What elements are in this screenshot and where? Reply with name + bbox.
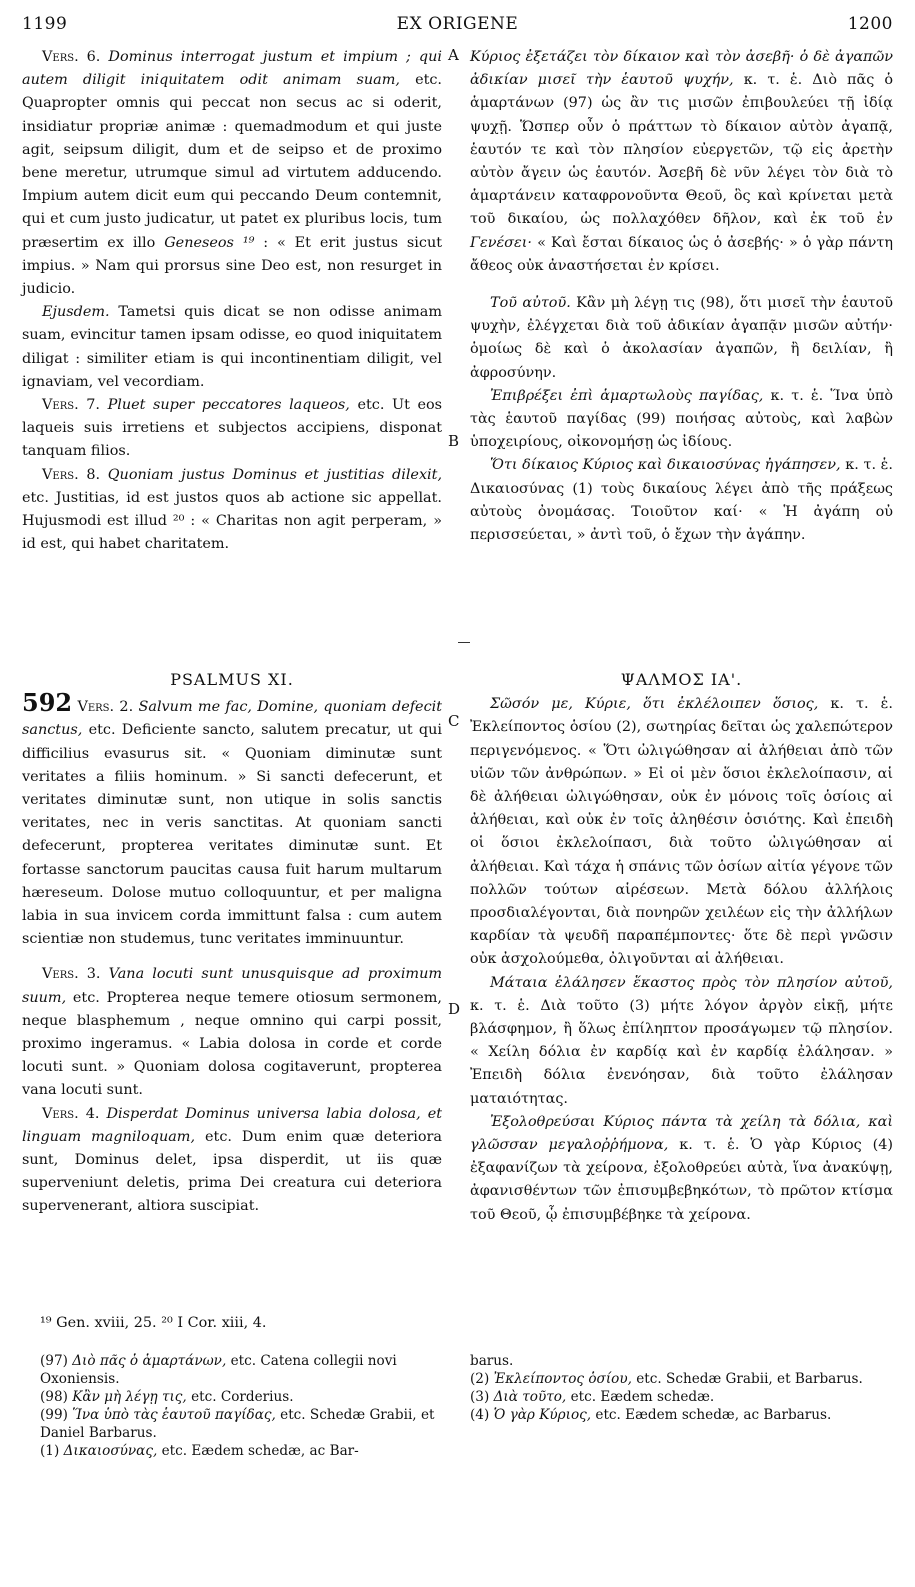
footnote-lemma: Δικαιοσύνας,: [63, 1443, 158, 1459]
footnote-number: (99): [40, 1407, 68, 1423]
footnote-text: etc. Eædem schedæ.: [570, 1389, 715, 1405]
commentary-text: Κἂν μὴ λέγῃ τις (98), ὅτι μισεῖ τὴν ἑαυτοῦ ψυχὴν, ἐλέγχεται διὰ τοῦ ἀδικίαν ἀγαπᾷν μισῶν αὐτήν· ὁμοίως δὲ καὶ ὁ ἀκολασίαν ἀγαπῶν, ἢ δειλίαν, ἢ ἀφροσύνην.: [470, 295, 893, 381]
verse-lemma: Disperdat Dominus universa labia dolosa, et linguam magniloquam,: [22, 1105, 443, 1145]
greek-paragraph: [470, 693, 893, 971]
footnote: [40, 1406, 450, 1442]
footnote-number: (2): [470, 1371, 490, 1387]
verse-lemma: Vana locuti sunt unusquisque ad proximum suum,: [22, 966, 442, 1006]
verse-lemma: Ἐπιβρέξει ἐπὶ ἁμαρτωλοὺς παγίδας,: [490, 387, 764, 404]
commentary-text: κ. τ. ἑ. Ἵνα ὑπὸ τὰς ἑαυτοῦ παγίδας (99) ποιήσας αὐτοὺς, καὶ λαβὼν ὑποχειρίους, οἰκονομήσῃ ὡς ἰδίους.: [470, 387, 894, 451]
column-number-left: 1199: [22, 14, 68, 34]
latin-commentary-ps11: [22, 668, 442, 1219]
running-title: EX ORIGENE: [396, 14, 519, 34]
footnote: [470, 1388, 890, 1406]
footnote-text: etc. Catena collegii novi Oxoniensis.: [40, 1353, 397, 1387]
greek-commentary-ps11: [470, 668, 893, 1227]
footnote-lemma: Κἂν μὴ λέγῃ τις,: [72, 1389, 187, 1405]
footnote-lemma: Διὰ τοῦτο,: [493, 1389, 567, 1405]
footnote: [40, 1352, 450, 1388]
verse-lemma: Κύριος ἐξετάζει τὸν δίκαιον καὶ τὸν ἀσεβῆ· ὁ δὲ ἀγαπῶν ἀδικίαν μισεῖ τὴν ἑαυτοῦ ψυχήν,: [470, 49, 893, 89]
verse-lemma: Dominus interrogat justum et impium ; qui autem diligit iniquitatem odit animam suam,: [22, 49, 442, 89]
page-number: 592: [22, 688, 73, 718]
greek-paragraph: [470, 972, 893, 1111]
margin-letter-c: C: [448, 712, 460, 730]
commentary-text: « Καὶ ἔσται δίκαιος ὡς ὁ ἀσεβής· » ὁ γὰρ πάντη ἄθεος οὐκ ἀναστήσεται ἐν κρίσει.: [470, 234, 893, 274]
footnote-lemma: Διὸ πᾶς ὁ ἁμαρτάνων,: [72, 1353, 227, 1369]
commentary-text: κ. τ. ἑ. Διὸ πᾶς ὁ ἁμαρτάνων (97) ὡς ἂν τις μισῶν ἐπιβουλεύει τῇ ἰδίᾳ ψυχῇ. Ὥσπερ οὖν ὁ πράττων τὸ δίκαιον αὐτὸν ἀγαπᾷ, ἑαυτόν τε καὶ τὸν πλησίον εὐεργετῶν, τῷ εἰς ἀρετὴν αὐτὸν ἄγειν ὡς ἑαυτόν. Ἀσεβῆ δὲ νῦν λέγει τὸν διὰ τὸ ἁμαρτάνειν καταφρονοῦντα Θεοῦ, ὃς καὶ κρίνεται μετὰ τοῦ δικαίου, ὡς πολλαχόθεν δῆλον, καὶ ἐκ τοῦ ἐν: [470, 72, 894, 228]
commentary-text: κ. τ. ἑ. Ἐκλείποντος ὁσίου (2), σωτηρίας δεῖται ὡς χαλεπώτερον περιγενόμενος. « Ὅτι ὠλιγώθησαν αἱ ἀλήθειαι ἀπὸ τῶν υἱῶν τῶν ἀνθρώπων. » Εἰ οἱ μὲν ὅσιοι ἐκλελοίπασιν, αἱ δὲ ἀλήθειαι ὠλιγώθησαν, οὐκ ἐν μόνοις τοῖς ὁσίοις αἱ ἀλήθειαι, καὶ οὐκ ἐν τοῖς ἀληθέσιν ὁσιότης. Καὶ ἐπειδὴ οἱ ὅσιοι ἐκλελοίπασι, διὰ τοῦτο ὠλιγώθησαν αἱ ἀλήθειαι. Καὶ τάχα ἡ σπάνις τῶν ὁσίων αἰτία γέγονε τῶν πολλῶν τούτων αἱρέσεων. Μετὰ δόλου ἀλλήλοις προσδιαλέγονται, διὰ πονηρῶν χειλέων εἰς τὴν ἀλλήλων καρδίαν τὰ ψευδῆ παραπέμποντες· ὅτε δὲ περὶ γνῶσιν οὐκ ἀσχολούμεθα, ὀλιγοῦνται αἱ ἀλήθειαι.: [470, 696, 893, 968]
footnote-number: (3): [470, 1389, 490, 1405]
commentary-text: etc. Justitias, id est justos quos ab actione sic appellat. Hujusmodi est illud ²⁰ : « Charitas non agit perperam, » id est, qui habet charitatem.: [22, 489, 442, 553]
commentary-text: Tametsi quis dicat se non odisse animam suam, evincitur tamen ipsam odisse, eo quod iniquitatem diligat : similiter etiam is qui incontinentiam diligit, vel ignaviam, vel vecordiam.: [22, 304, 442, 390]
latin-paragraph: [22, 394, 442, 464]
footnote-text: etc. Schedæ Grabii, et Barbarus.: [636, 1371, 863, 1387]
footnote: [470, 1406, 890, 1424]
psalm-title-greek: ΨΑΛΜΟΣ ΙΑ'.: [620, 670, 743, 689]
verse-lemma: Μάταια ἐλάλησεν ἕκαστος πρὸς τὸν πλησίον αὐτοῦ,: [490, 974, 893, 991]
greek-commentary-ps10: [470, 46, 893, 547]
verse-lemma: Salvum me fac, Domine, quoniam defecit sanctus,: [22, 699, 443, 739]
footnotes-right: [470, 1352, 890, 1424]
latin-paragraph: [22, 464, 442, 557]
biblical-references: ¹⁹ Gen. xviii, 25. ²⁰ I Cor. xiii, 4.: [40, 1315, 267, 1331]
footnote: [40, 1388, 450, 1406]
greek-paragraph: [470, 46, 893, 278]
verse-label: Vers. 7.: [42, 397, 100, 414]
commentary-text: etc. Propterea neque temere otiosum sermonem, neque blasphemum , neque omnino qui carpi possit, proximo ingeramus. « Labia dolosa in corde et corde locuti sunt. » Quoniam dolosa cogitaverunt, propterea vana locuti sunt.: [22, 989, 443, 1099]
verse-label: Vers. 3.: [42, 966, 101, 983]
section-label: Ejusdem.: [42, 304, 110, 321]
commentary-text: κ. τ. ἑ. Ὁ γὰρ Κύριος (4) ἐξαφανίζων τὰ χείρονα, ἐξολοθρεύει αὐτὰ, ἵνα ἀνακύψῃ, ἀφανισθέντων τῶν ἐπισυμβεβηκότων, τὸ πρῶτον κτίσμα τοῦ Θεοῦ, ᾧ ἐπισυμβέβηκε τὰ χείρονα.: [470, 1137, 894, 1223]
margin-letter-a: A: [448, 46, 459, 64]
margin-letter-b: B: [448, 432, 460, 450]
verse-label: Vers. 2.: [77, 699, 134, 716]
latin-commentary-ps10: [22, 46, 442, 556]
footnote-text: etc. Schedæ Grabii, et Daniel Barbarus.: [40, 1407, 435, 1441]
section-label: Τοῦ αὐτοῦ.: [490, 295, 571, 312]
footnote: [470, 1370, 890, 1388]
footnote-number: (1): [40, 1443, 60, 1459]
footnote-number: (4): [470, 1407, 490, 1423]
reference: Γενέσει·: [470, 234, 532, 251]
commentary-text: etc. Dum enim quæ deteriora sunt, Dominus delet, ipsa disperdit, ut iis quæ superveniunt deletis, prima Dei creatura cui deteriora supervenerant, altiora suscipiat.: [22, 1128, 443, 1215]
verse-label: Vers. 6.: [42, 49, 101, 65]
column-number-right: 1200: [847, 14, 893, 34]
commentary-text: etc. Deficiente sancto, salutem precatur, ut qui difficilius evasurus sit. « Quoniam diminutæ sunt veritates a filiis hominum. » Si sancti defecerunt, et veritates diminutæ sunt, non utique in solis sanctis veritates, nec in veris sanctitas. At quoniam sancti defecerunt, propterea veritates diminutæ sunt. Et fortasse sanctorum paucitas causa fuit harum multarum hæreseum. Dolose mutuo colloquuntur, et per maligna labia in sua invicem corda immittunt falsa : cum autem scientiæ non studemus, tunc veritates imminuuntur.: [22, 722, 442, 948]
footnotes-left: [40, 1352, 450, 1460]
section-divider: [458, 642, 470, 643]
footnote: [40, 1442, 450, 1460]
footnote-number: (97): [40, 1353, 68, 1369]
footnote-lemma: Ἐκλείποντος ὁσίου,: [493, 1371, 632, 1387]
greek-paragraph: [470, 385, 893, 455]
footnote-text: etc. Eædem schedæ, ac Bar-: [161, 1443, 359, 1459]
greek-paragraph: [470, 1111, 893, 1227]
psalm-title-latin: PSALMUS XI.: [170, 670, 294, 689]
verse-label: Vers. 4.: [42, 1105, 100, 1122]
latin-paragraph: [22, 301, 442, 394]
footnote-lemma: Ἵνα ὑπὸ τὰς ἑαυτοῦ παγίδας,: [72, 1407, 276, 1423]
verse-lemma: Ἐξολοθρεύσαι Κύριος πάντα τὰ χείλη τὰ δόλια, καὶ γλῶσσαν μεγαλοῤῥήμονα,: [470, 1113, 893, 1154]
latin-paragraph: [22, 46, 442, 301]
verse-lemma: Ὅτι δίκαιος Κύριος καὶ δικαιοσύνας ἠγάπησεν,: [490, 457, 841, 474]
commentary-text: κ. τ. ἑ. Δικαιοσύνας (1) τοὺς δικαίους λέγει ἀπὸ τῆς πράξεως αὐτοὺς ὀνομάσας. Τοιοῦτον καί· « Ἡ ἀγάπη οὐ περισσεύεται, » ἀντὶ τοῦ, ὁ ἔχων τὴν ἀγάπην.: [470, 457, 893, 544]
latin-paragraph: [22, 688, 443, 951]
margin-letter-d: D: [448, 1000, 461, 1018]
verse-lemma: Quoniam justus Dominus et justitias dilexit,: [107, 466, 443, 483]
footnote-text: etc. Corderius.: [191, 1389, 294, 1405]
verse-lemma: Pluet super peccatores laqueos,: [107, 397, 350, 414]
footnote-text: barus.: [470, 1353, 514, 1369]
latin-paragraph: [22, 1103, 442, 1219]
commentary-text: etc. Ut eos laqueis suis irretiens et subjectos accipiens, disponat tanquam filios.: [22, 397, 443, 460]
footnote: [470, 1352, 890, 1370]
greek-paragraph: [470, 454, 893, 547]
footnote-lemma: Ὁ γὰρ Κύριος,: [493, 1407, 592, 1423]
footnote-text: etc. Eædem schedæ, ac Barbarus.: [595, 1407, 832, 1423]
commentary-text: : « Et erit justus sicut impius. » Nam qui prorsus sine Deo est, non resurget in judicio.: [22, 234, 443, 298]
commentary-text: etc. Quapropter omnis qui peccat non secus ac si oderit, insidiatur propriæ animæ : quemadmodum et qui juste agit, seipsum diligit, dum et de seipso et de proximo bene meretur, utrumque simul ad virtutem adducendo. Impium autem dicit eum qui peccando Deum contemnit, qui et cum justo judicatur, ut patet ex pluribus locis, tum præsertim ex illo: [22, 72, 442, 251]
verse-label: Vers. 8.: [42, 466, 101, 483]
reference: Geneseos ¹⁹: [164, 234, 255, 251]
footnote-number: (98): [40, 1389, 68, 1405]
greek-paragraph: [470, 292, 893, 385]
verse-lemma: Σῶσόν με, Κύριε, ὅτι ἐκλέλοιπεν ὅσιος,: [490, 696, 819, 713]
commentary-text: κ. τ. ἑ. Διὰ τοῦτο (3) μήτε λόγον ἀργὸν εἰκῇ, μήτε βλάσφημον, ἢ ὅλως ἐπίληπτον προσάγωμεν τῷ πλησίον. « Χείλη δόλια ἐν καρδίᾳ καὶ ἐν καρδίᾳ ἐλάλησαν. » Ἐπειδὴ δόλια ἐνενόησαν, διὰ τοῦτο ἐλάλησαν ματαιότητας.: [470, 997, 893, 1107]
latin-paragraph: [22, 963, 442, 1102]
